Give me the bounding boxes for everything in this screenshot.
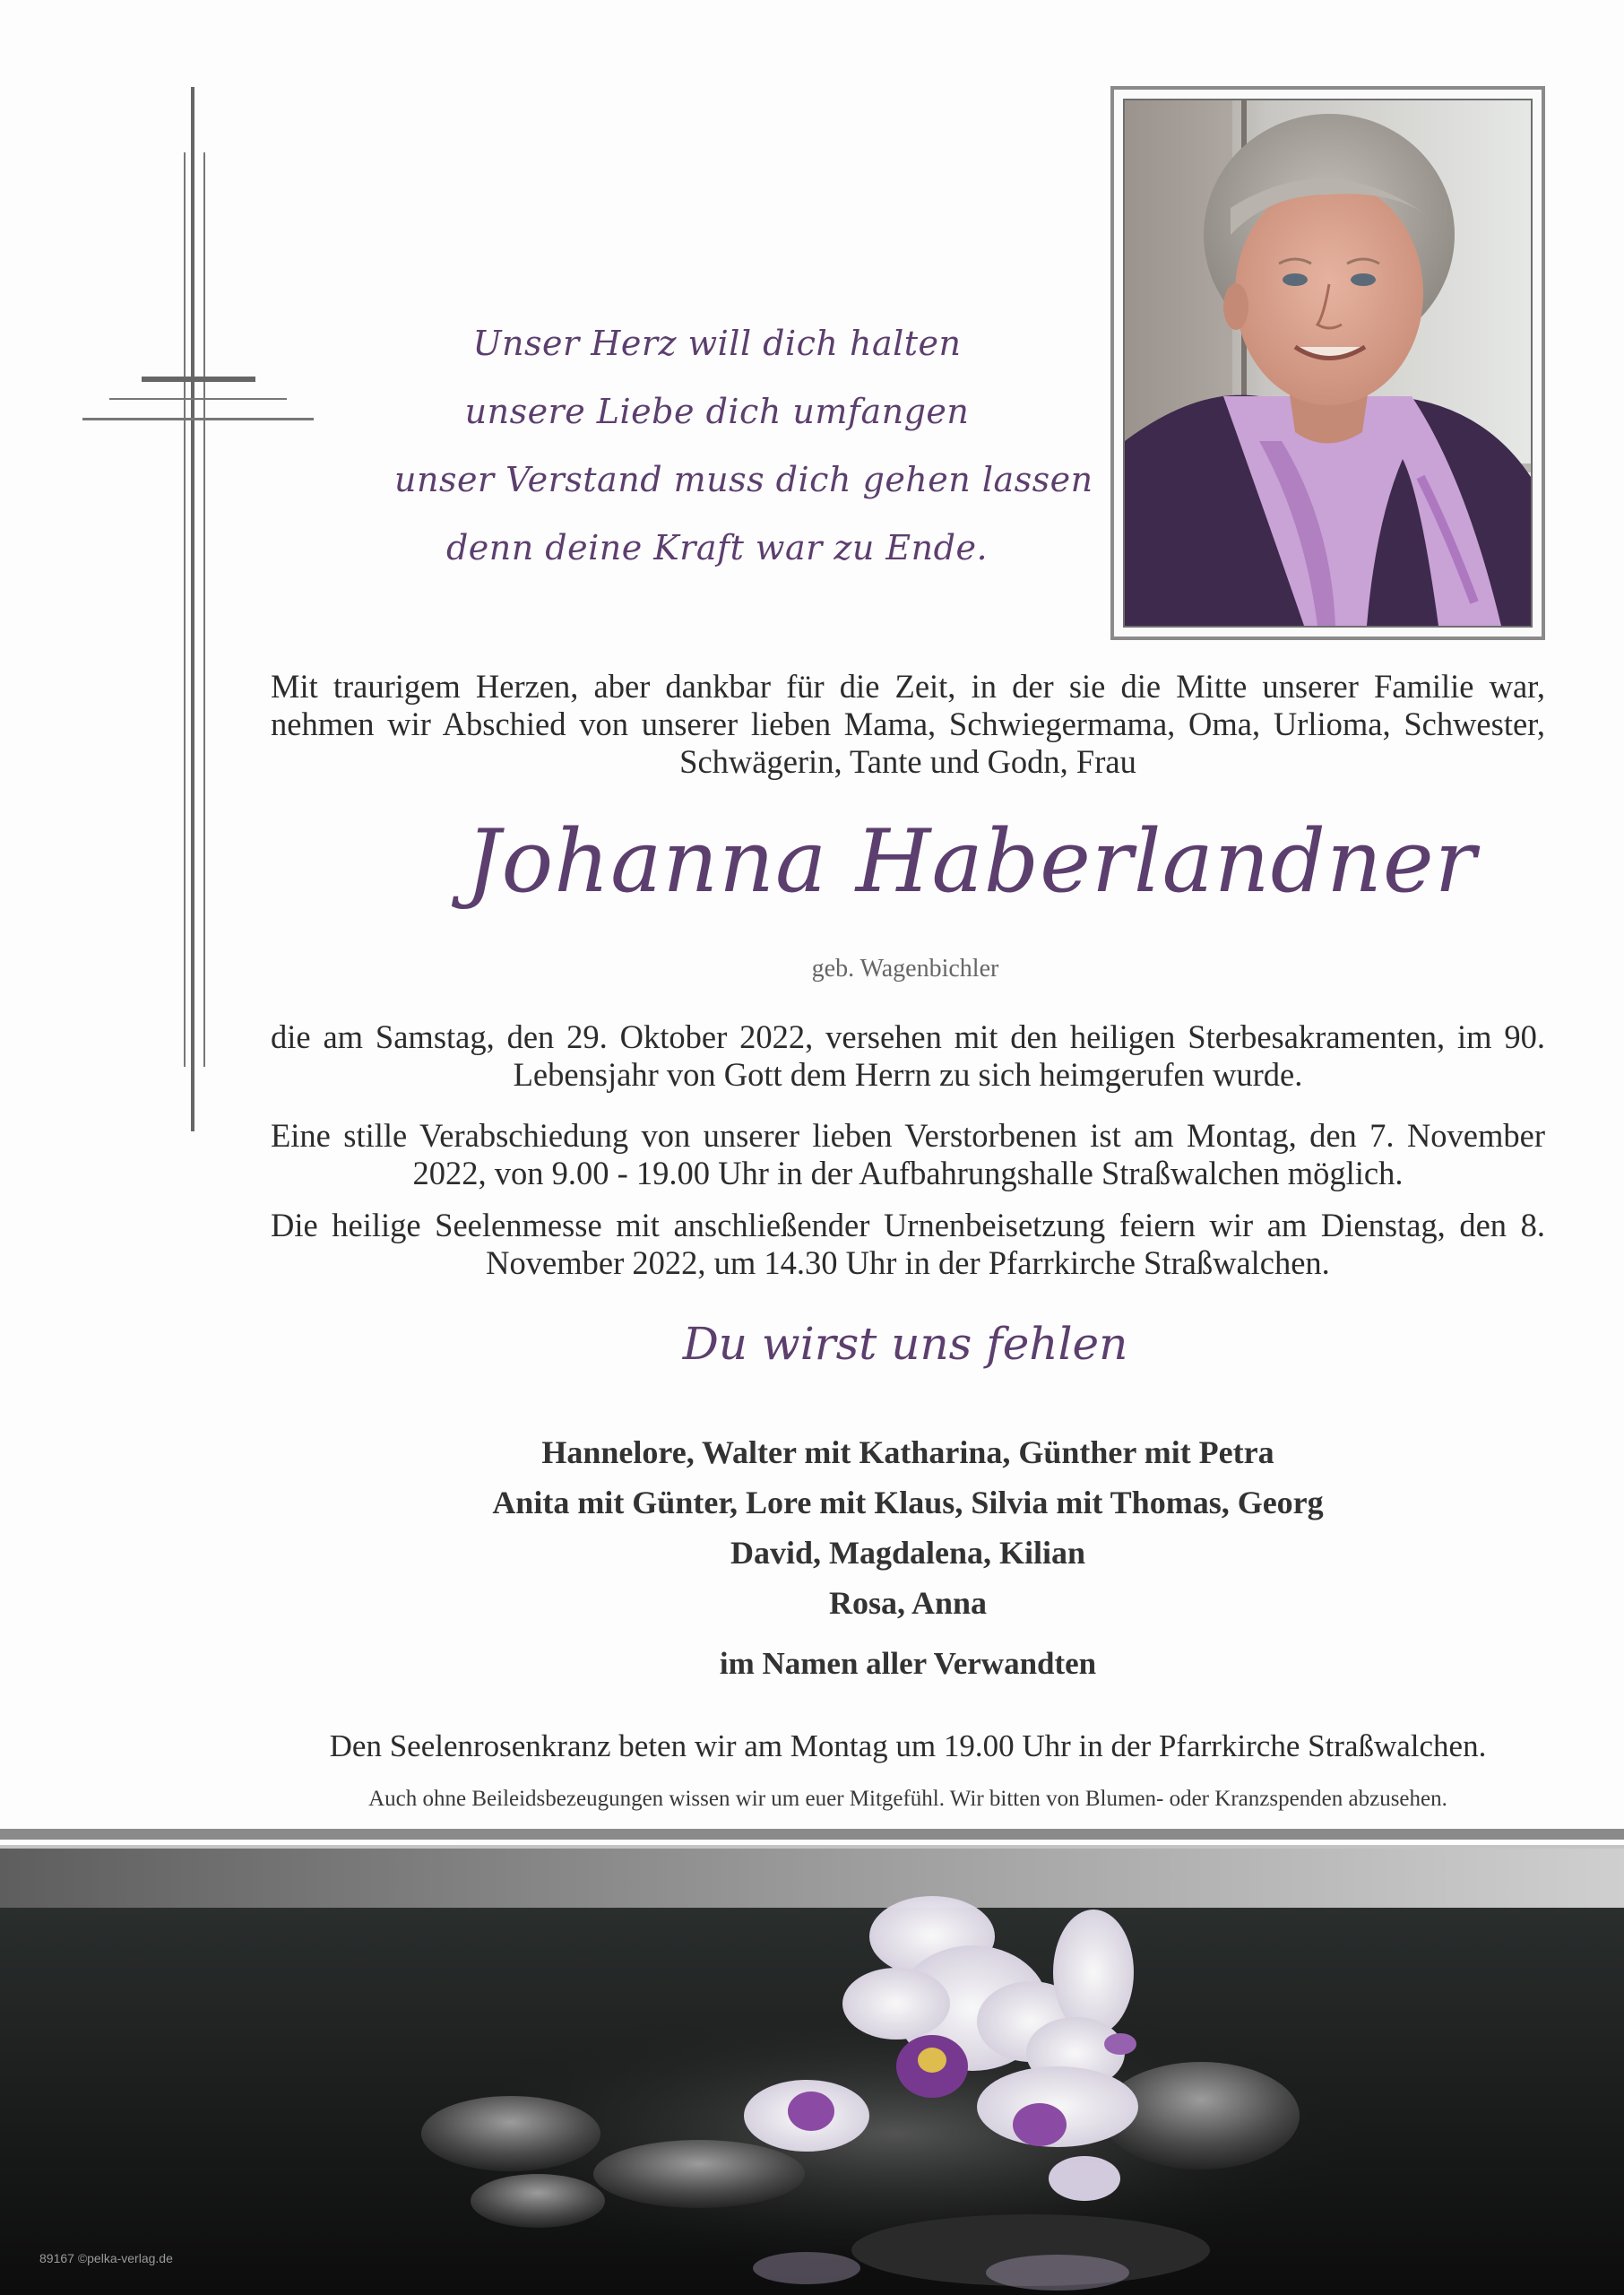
cross-icon bbox=[0, 0, 323, 1148]
death-notice: die am Samstag, den 29. Oktober 2022, versehen mit den heiligen Sterbesakramenten, im 90. Lebensjahr von Gott dem Herrn zu sich heimgerufen wurde. bbox=[271, 1018, 1545, 1093]
condolence-note: Auch ohne Beileidsbezeugungen wissen wir um euer Mitgefühl. Wir bitten von Blumen- oder Kranzspenden abzusehen. bbox=[368, 1787, 1447, 1811]
poem-line: Unser Herz will dich halten bbox=[472, 324, 962, 363]
portrait-photo bbox=[1123, 99, 1533, 628]
portrait-frame bbox=[1110, 86, 1545, 640]
mourners-line: Anita mit Günter, Lore mit Klaus, Silvia mit Thomas, Georg bbox=[492, 1485, 1324, 1520]
mourners-line: Hannelore, Walter mit Katharina, Günther mit Petra bbox=[541, 1434, 1274, 1470]
closing-phrase: Du wirst uns fehlen bbox=[682, 1318, 1128, 1370]
poem-line: unsere Liebe dich umfangen bbox=[464, 392, 970, 431]
poem-line: denn deine Kraft war zu Ende. bbox=[445, 528, 989, 567]
publisher-link[interactable]: ©pelka-verlag.de bbox=[77, 2251, 173, 2265]
memorial-poem bbox=[394, 309, 1093, 582]
publisher-footer bbox=[39, 2251, 173, 2265]
maiden-name: geb. Wagenbichler bbox=[811, 955, 999, 983]
mourners-line: Rosa, Anna bbox=[828, 1585, 988, 1621]
farewell-notice: Eine stille Verabschiedung von unserer lieben Verstorbenen ist am Montag, den 7. November 2022, von 9.00 - 19.00 Uhr in der Aufbahrungshalle Straßwalchen möglich. bbox=[271, 1117, 1545, 1191]
orchid-stones-image bbox=[0, 1829, 1624, 2295]
mass-notice: Die heilige Seelenmesse mit anschließender Urnenbeisetzung feiern wir am Dienstag, den 8. November 2022, um 14.30 Uhr in der Pfarrkirche Straßwalchen. bbox=[271, 1207, 1545, 1281]
mourners-line: David, Magdalena, Kilian bbox=[730, 1535, 1086, 1571]
mourners-list bbox=[271, 1427, 1545, 1628]
poem-line: unser Verstand muss dich gehen lassen bbox=[394, 460, 1093, 499]
rosary-notice: Den Seelenrosenkranz beten wir am Montag um 19.00 Uhr in der Pfarrkirche Straßwalchen. bbox=[329, 1728, 1487, 1763]
deceased-name: Johanna Haberlandner bbox=[466, 811, 1477, 912]
intro-paragraph: Mit traurigem Herzen, aber dankbar für die Zeit, in der sie die Mitte unserer Familie war, nehmen wir Abschied von unserer lieben Mama, Schwiegermama, Oma, Urlioma, Schwester, Schwägerin, Tante und Godn, Frau bbox=[271, 668, 1545, 780]
relatives-line: im Namen aller Verwandten bbox=[719, 1646, 1097, 1681]
print-code: 89167 bbox=[39, 2251, 74, 2265]
